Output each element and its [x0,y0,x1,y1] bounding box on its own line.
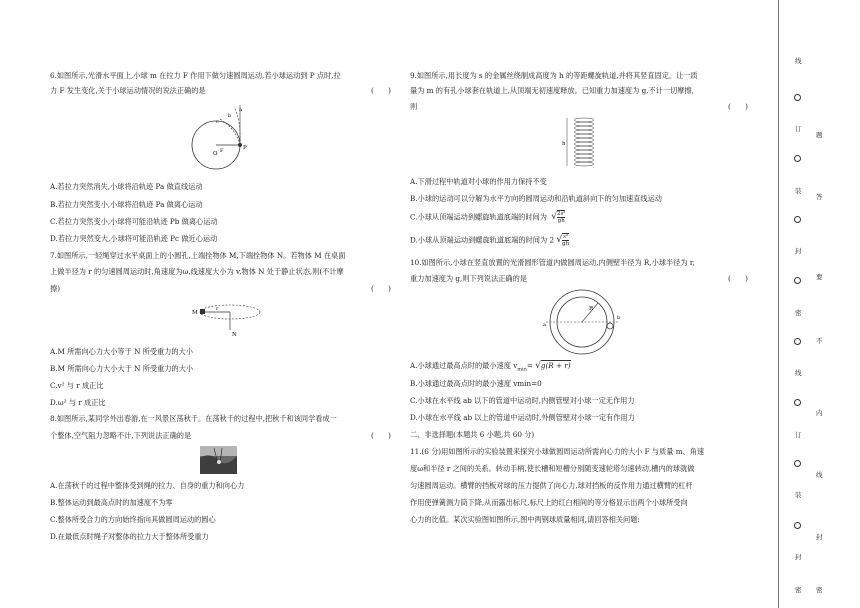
q6-label-c: c [216,119,219,125]
binding-hole [794,338,801,345]
q6-label-f: F [220,148,224,154]
q10-ball [607,323,613,329]
warning-char: 密 [816,586,823,594]
q10-answer-paren: ( ) [728,274,748,283]
q6-option-c: C.若拉力突然变小,小球将可能沿轨迹 Pb 做离心运动 [50,217,218,226]
q8-swing-photo [200,446,237,474]
q6-label-o: O [213,151,218,157]
q6-stem-line-1: 6.如图所示,光滑水平面上,小球 m 在拉力 F 作用下做匀速圆周运动,若小球运动到 P 点时,拉 [50,71,341,80]
q6-option-b: B.若拉力突然变小,小球将沿轨迹 Pa 做离心运动 [50,200,203,209]
q9-option-d [410,233,569,248]
q10-stem-line-1: 10.如图所示,小球在竖直放置的光滑圆形管道内做圆周运动,内侧壁半径为 R,小球半径为 r, [410,258,695,267]
q8-option-d: D.在最低点时绳子对整体的拉力大于整体所受重力 [50,532,209,541]
binding-char: 封 [795,553,802,561]
q8-option-c: C.整体所受合力的方向始终指向其做圆周运动的圆心 [50,515,216,524]
q10-option-d: D.小球在水平线 ab 以上的管道中运动时,外侧管壁对小球一定有作用力 [410,413,635,422]
q8-stem-line-2: 个整体,空气阻力忽略不计,下列说法正确的是 [50,431,192,440]
warning-char: 不 [816,337,823,345]
binding-hole [794,216,801,223]
q8-stem-line-1: 8.如图所示,某同学外出春游,在一风景区荡秋千。在荡秋千的过程中,把秋千和该同学看成一 [50,414,337,423]
q10-stem-line-2: 重力加速度为 g,则下列说法正确的是 [410,274,527,283]
binding-char: 订 [795,125,802,133]
q10-label-a: a [543,322,546,328]
binding-char: 线 [795,369,802,377]
q11-line-3: 匀速圆周运动。横臂的挡板对球的压力提供了向心力,球对挡板的反作用力通过横臂的杠杆 [410,481,693,490]
q9-stem-line-3: 则 [410,102,418,111]
q10-option-a-equals: = [526,361,533,370]
q6-label-a: a [239,107,242,113]
q8-answer-paren: ( ) [371,431,391,440]
q10-option-a: A.小球通过最高点时的最小速度 $v_{min}= √g(R + r)$ [410,361,571,373]
q10-label-r: R [589,306,594,312]
section-heading: 二、非选择题(本题共 6 小题,共 60 分) [410,430,535,439]
warning-char: 线 [816,471,823,479]
binding-char: 密 [795,586,802,594]
binding-hole [794,277,801,284]
warning-char: 答 [816,193,823,201]
binding-hole [794,155,801,162]
binding-hole [794,460,801,467]
q10-label-b: b [617,315,621,321]
q11-line-2: 度ω和半径 r 之间的关系。转动手柄,使长槽和短槽分别随变速轮塔匀速转动,槽内的球就做 [410,464,695,473]
q7-label-m: M [192,310,198,316]
q6-answer-paren: ( ) [371,86,391,95]
q9-answer-paren: ( ) [728,102,748,111]
binding-char: 装 [795,491,802,499]
q8-option-a: A.在荡秋千的过程中整体受到绳的拉力、自身的重力和向心力 [50,481,245,490]
warning-char: 要 [816,273,823,281]
q6-circle-figure [190,103,262,173]
q11-line-5: 心力的比值。某次实验图如图所示,图中两钢球质量相同,请回答相关问题: [410,515,640,524]
q9-option-d-sqrt: √ $\frac{\text{s²}}{gh}$ [556,234,570,248]
q6-ball [238,143,242,147]
binding-margin [778,0,860,608]
q6-label-b: b [228,113,232,119]
q9-option-d-text: D.小球从顶端运动到螺旋轨道底端的时间为 2 [410,235,555,245]
binding-char: 线 [795,57,802,65]
q10-option-a-radicand: g(R + r) [540,361,571,370]
q7-answer-paren: ( ) [371,284,391,293]
q9-option-a: A.下滑过程中轨道对小球的作用力保持不变 [410,177,547,186]
q9-label-h: h [562,141,566,147]
q9-option-c [410,210,565,225]
q9-option-c-sqrt: √ $\frac{\text{2s²}}{gh}$ [551,211,566,225]
q11-line-1: 11.(6 分)用如图所示的实验装置来探究小球做圆周运动所需向心力的大小 F 与质量 m、角速 [410,447,705,456]
q10-option-b: B.小球通过最高点时的最小速度 vmin=0 [410,379,542,388]
q7-option-b: B.M 所需向心力大小大于 N 所受重力的大小 [50,364,194,373]
q9-stem-line-2: 量为 m 的有孔小球套在轨道上,从顶端无初速度释放。已知重力加速度为 g,不计一切摩擦, [410,86,694,95]
q7-option-a: A.M 所需向心力大小等于 N 所受重力的大小 [50,347,193,356]
q7-option-d: D.ω² 与 r 成正比 [50,398,106,407]
q6-label-p: P [243,145,247,151]
q7-stem-line-3: 擦) [50,284,60,293]
binding-char: 装 [795,187,802,195]
q10-option-a-subscript: min [517,366,527,373]
binding-hole [794,399,801,406]
warning-char: 内 [816,409,823,417]
q11-line-4: 作用使弹簧测力筒下降,从而露出标尺,标尺上的红白相间的等分格显示出两个小球所受向 [410,498,688,507]
warning-char: 封 [816,533,823,541]
q6-option-d: D.若拉力突然变大,小球将可能沿轨迹 Pc 做近心运动 [50,234,218,243]
binding-char: 密 [795,309,802,317]
binding-char: 订 [795,431,802,439]
q6-option-a: A.若拉力突然消失,小球将沿轨迹 Pa 做直线运动 [50,182,203,191]
q7-block-m [200,309,205,314]
q9-option-b: B.小球的运动可以分解为水平方向的圆周运动和沿轨道斜向下的匀加速直线运动 [410,194,662,203]
binding-char: 封 [795,247,802,255]
q9-d-numerator: s² [563,234,569,240]
q10-tube-figure [544,286,622,358]
q7-stem-line-2: 上做半径为 r 的匀速圆周运动时,角速度为ω,线速度大小为 v,物体 N 处于静止状态,则(不计摩 [50,267,344,276]
q9-c-numerator: 2s² [556,211,566,217]
q7-stem-line-1: 7.如图所示,一轻绳穿过水平桌面上的小圆孔,上端拴物体 M,下端拴物体 N。若物体 M 在桌面 [50,251,346,260]
q9-d-denominator: gh [562,241,570,248]
q9-stem-line-1: 9.如图所示,用长度为 s 的金属丝绕制成高度为 h 的等距螺旋轨道,并将其竖直固定。让一质 [410,71,698,80]
warning-char: 题 [816,131,823,139]
q8-option-b: B.整体运动到最高点时的加速度不为零 [50,498,173,507]
q9-option-c-text: C.小球从顶端运动到螺旋轨道底端的时间为 [410,212,547,222]
q9-spiral-figure [560,114,604,174]
q7-label-n: N [232,332,237,338]
q6-path-c [220,119,240,145]
q7-label-r: r [216,306,219,312]
binding-hole [794,94,801,101]
binding-hole [794,522,801,529]
q6-stem-line-2: 力 F 发生变化,关于小球运动情况的说法正确的是 [50,86,206,95]
q10-option-c: C.小球在水平线 ab 以下的管道中运动时,内侧管壁对小球一定无作用力 [410,396,635,405]
q7-option-c: C.v² 与 r 成正比 [50,381,104,390]
q9-c-denominator: gh [557,218,565,225]
q7-table-figure [190,298,270,340]
q10-option-a-text: A.小球通过最高点时的最小速度 v [410,361,518,370]
